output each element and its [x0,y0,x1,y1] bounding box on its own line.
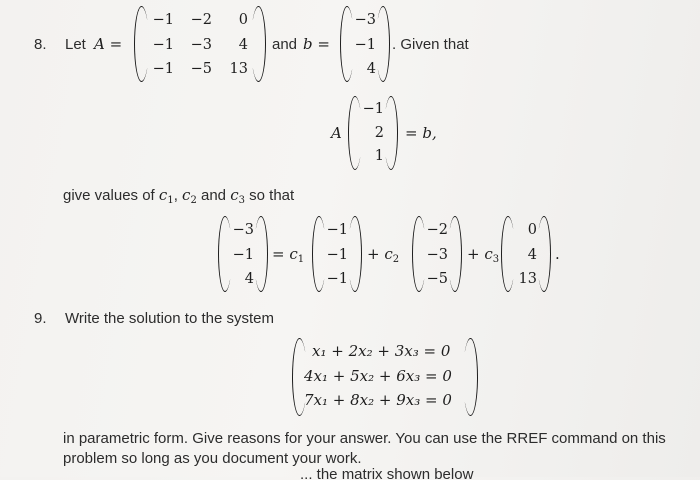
equation-system [292,338,478,416]
paragraph-line-2: problem so long as you document your work. [63,450,362,467]
matrix-a-cell: 4 [238,37,248,53]
equals-c1 [272,245,304,265]
column-1-vector [312,216,362,292]
col3-cell: 13 [518,271,537,287]
let-text: Let [65,36,86,53]
col2-cell: −5 [426,271,448,287]
c1-subscript: 1 [167,195,174,206]
equation-row: 7x₁ + 8x₂ + 9x₃ = 0 [304,391,452,409]
vector-b [340,6,390,82]
vector-b-cell: 4 [366,61,376,77]
col2-cell: −2 [426,222,448,238]
vector-x-cell: 1 [374,148,384,164]
and-text: and [200,187,227,204]
period: . [555,245,560,263]
problem-8-number: 8. [34,36,47,53]
column-3-vector [501,216,551,292]
matrix-a-cell: −2 [190,12,212,28]
plus-c2 [367,245,399,265]
col1-cell: −1 [326,271,348,287]
and-text: and [272,36,298,53]
matrix-a [134,6,266,82]
c1-symbol [159,186,174,204]
so-that-text: so that [249,187,295,204]
c2-symbol [182,186,197,204]
right-paren [251,6,266,82]
a-symbol: A [331,124,342,142]
vector-b-cell: −1 [354,37,376,53]
paragraph-line-1: in parametric form. Give reasons for your answer. You can use the RREF command on this [63,430,666,447]
c1-letter: c [158,186,168,204]
right-paren [376,6,390,82]
vector-x [348,96,398,170]
matrix-a-label: A = [94,35,123,53]
col3-cell: 4 [527,247,537,263]
c2-subscript: 2 [392,254,400,265]
plus-c-text: + c [467,245,493,263]
lhs-cell: 4 [244,271,254,287]
plus-c3 [467,245,499,265]
right-paren [448,216,462,292]
right-paren [463,338,478,416]
vector-b-label: b = [303,35,330,53]
right-paren [348,216,362,292]
equation-row: x₁ + 2x₂ + 3x₃ = 0 [312,342,451,360]
column-2-vector [412,216,462,292]
give-values-text: give values of [63,187,155,204]
comma: , [173,187,178,204]
matrix-a-cell: −1 [152,12,174,28]
c2-letter: c [182,186,191,204]
equals-c-text: = c [272,245,298,263]
equals-b: = b, [405,124,437,142]
equation-row: 4x₁ + 5x₂ + 6x₃ = 0 [304,367,452,385]
right-paren [537,216,551,292]
col2-cell: −3 [426,247,448,263]
right-paren [384,96,398,170]
vector-b-cell: −3 [354,12,376,28]
cutoff-line: ... the matrix shown below [300,468,474,480]
c2-subscript: 2 [190,195,197,206]
vector-x-cell: −1 [362,101,384,117]
given-that-text: . Given that [392,36,469,53]
cutoff-text-strip [0,468,700,480]
lhs-vector [218,216,268,292]
matrix-a-cell: 13 [229,61,248,77]
col1-cell: −1 [326,222,348,238]
c3-letter: c [230,186,239,204]
matrix-a-cell: −1 [152,61,174,77]
plus-c-text: + c [367,245,393,263]
c3-subscript: 3 [492,254,500,265]
lhs-cell: −1 [232,247,254,263]
c3-subscript: 3 [238,195,245,206]
matrix-a-cell: 0 [238,12,248,28]
lhs-cell: −3 [232,222,254,238]
vector-x-cell: 2 [374,125,384,141]
c1-subscript: 1 [297,254,305,265]
right-paren [254,216,268,292]
give-values-line [63,186,294,206]
matrix-a-cell: −5 [190,61,212,77]
c3-symbol [230,186,245,204]
matrix-a-cell: −3 [190,37,212,53]
problem-9-number: 9. [34,310,47,327]
matrix-a-cell: −1 [152,37,174,53]
problem-9-instruction: Write the solution to the system [65,310,274,327]
col3-cell: 0 [527,222,537,238]
col1-cell: −1 [326,247,348,263]
